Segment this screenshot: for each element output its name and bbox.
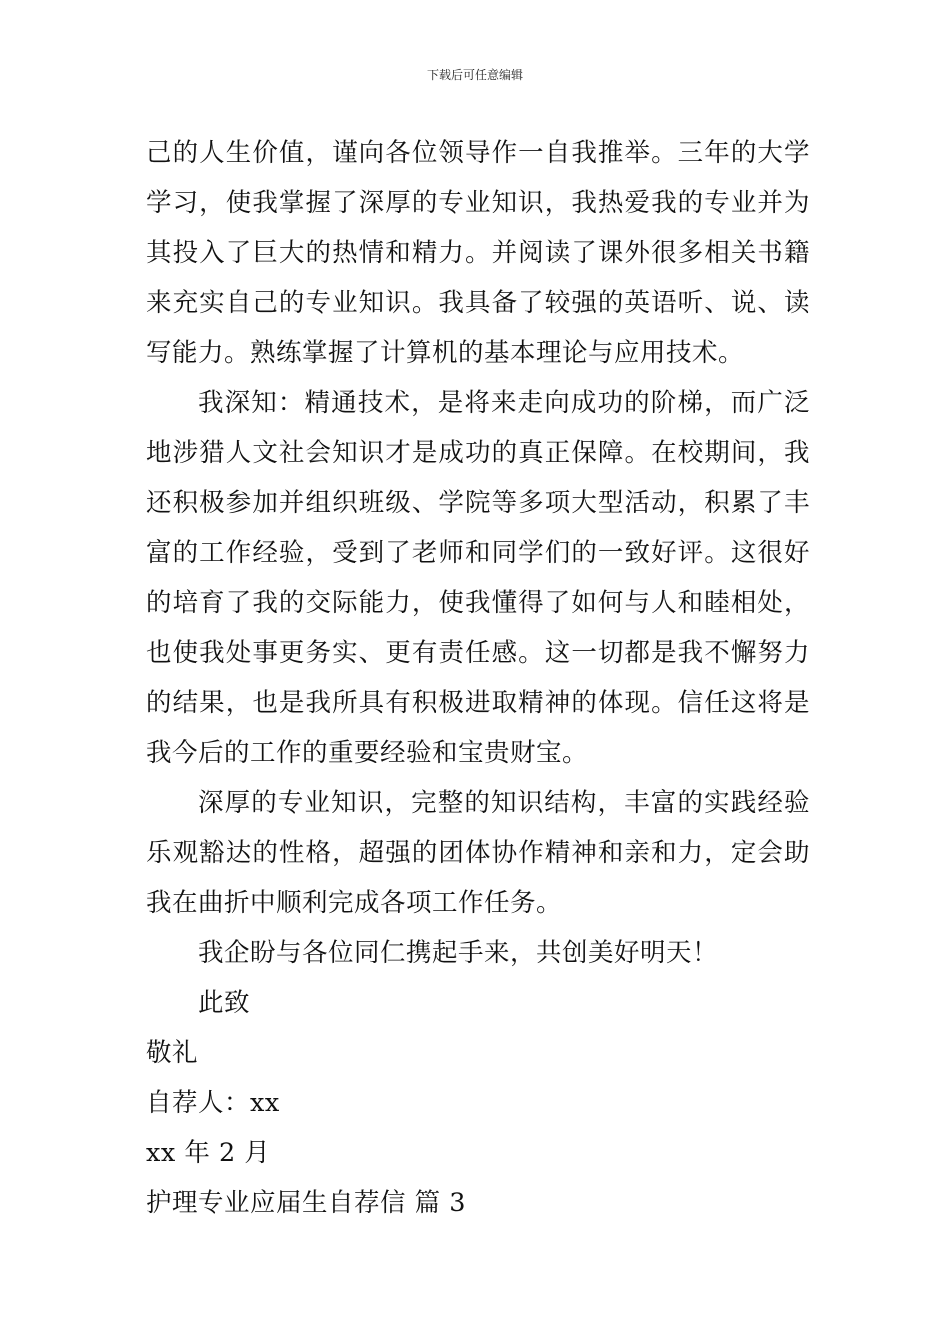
signature-line: 自荐人：xx (146, 1088, 280, 1118)
letter-body (146, 128, 810, 1228)
paragraph-1: 己的人生价值，谨向各位领导作一自我推举。三年的大学学习，使我掌握了深厚的专业知识，我热爱我的专业并为其投入了巨大的热情和精力。并阅读了课外很多相关书籍来充实自己的专业知识。我具备了较强的英语听、说、读写能力。熟练掌握了计算机的基本理论与应用技术。 (146, 138, 810, 368)
paragraph-4: 我企盼与各位同仁携起手来，共创美好明天！ (198, 938, 719, 968)
paragraph-3: 深厚的专业知识，完整的知识结构，丰富的实践经验乐观豁达的性格，超强的团体协作精神和亲和力，定会助我在曲折中顺利完成各项工作任务。 (146, 788, 810, 918)
header-note: 下载后可任意编辑 (426, 68, 523, 82)
salute-line: 敬礼 (146, 1038, 199, 1068)
next-section-title: 护理专业应届生自荐信 篇 3 (146, 1188, 466, 1218)
date-line: xx 年 2 月 (146, 1138, 271, 1168)
closing-line: 此致 (198, 988, 251, 1018)
paragraph-2: 我深知：精通技术，是将来走向成功的阶梯，而广泛地涉猎人文社会知识才是成功的真正保障。在校期间，我还积极参加并组织班级、学院等多项大型活动，积累了丰富的工作经验，受到了老师和同学们的一致好评。这很好的培育了我的交际能力，使我懂得了如何与人和睦相处，也使我处事更务实、更有责任感。这一切都是我不懈努力的结果，也是我所具有积极进取精神的体现。信任这将是我今后的工作的重要经验和宝贵财宝。 (146, 388, 810, 768)
